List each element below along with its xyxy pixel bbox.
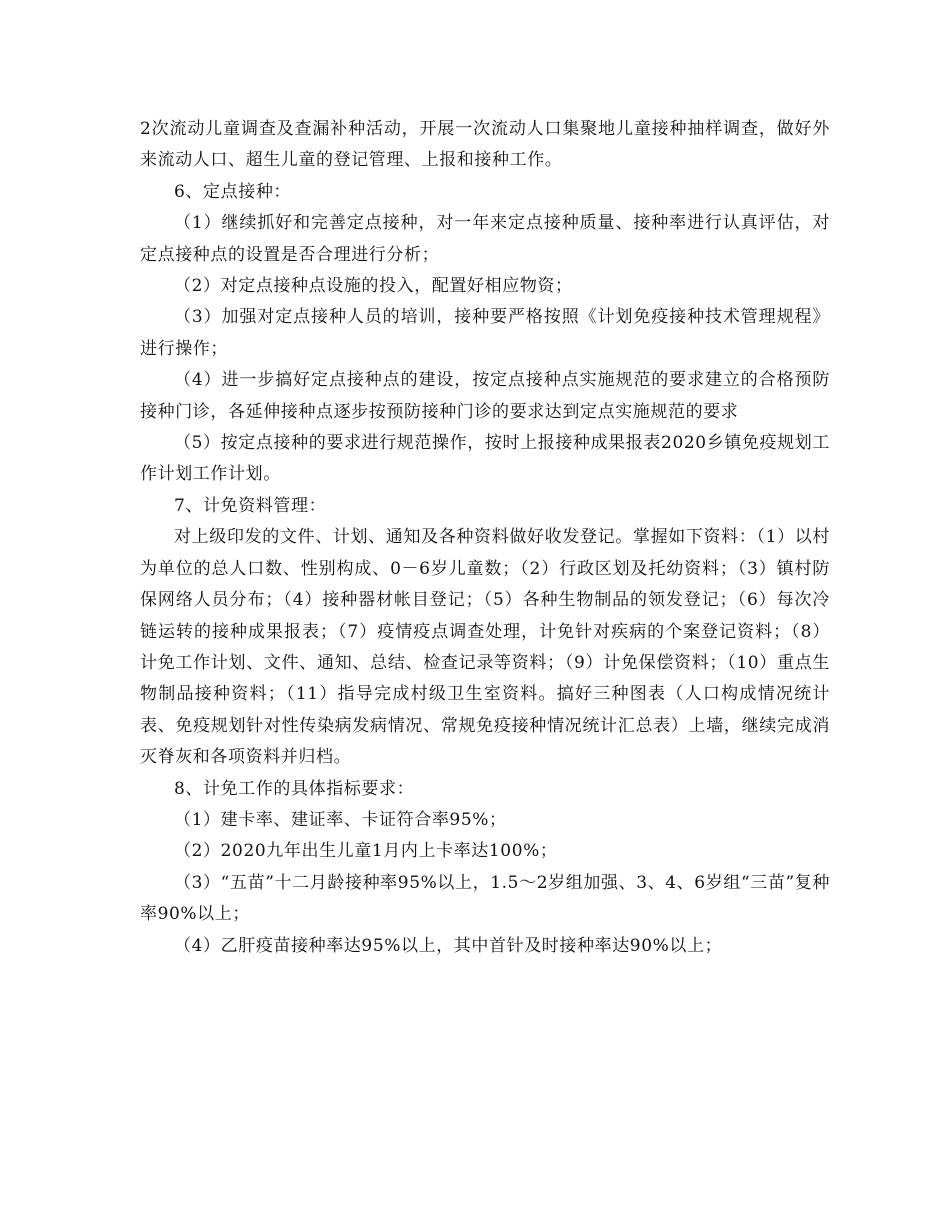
paragraph-migrant-children-survey: 2次流动儿童调查及查漏补种活动，开展一次流动人口集聚地儿童接种抽样调查，做好外来流动人口、超生儿童的登记管理、上报和接种工作。 <box>140 119 830 171</box>
paragraph-fixed-point-item-4: （4）进一步搞好定点接种点的建设，按定点接种点实施规范的要求建立的合格预防接种门诊，各延伸接种点逐步按预防接种门诊的要求达到定点实施规范的要求 <box>140 370 830 422</box>
paragraph-fixed-point-item-3: （3）加强对定点接种人员的培训，接种要严格按照《计划免疫接种技术管理规程》进行操作； <box>140 307 830 359</box>
paragraph-fixed-point-item-1: （1）继续抓好和完善定点接种，对一年来定点接种质量、接种率进行认真评估，对定点接种点的设置是否合理进行分析； <box>140 213 830 265</box>
heading-records-management: 7、计免资料管理： <box>174 495 327 516</box>
paragraph-indicator-item-4: （4）乙肝疫苗接种率达95%以上，其中首针及时接种率达90%以上； <box>174 935 723 956</box>
paragraph-records-management-body: 对上级印发的文件、计划、通知及各种资料做好收发登记。掌握如下资料：（1）以村为单位的总人口数、性别构成、0－6岁儿童数；（2）行政区划及托幼资料；（3）镇村防保网络人员分布；（4）接种器材帐目登记；（5）各种生物制品的领发登记；（6）每次冷链运转的接种成果报表；（7）疫情疫点调查处理，计免针对疾病的个案登记资料；（8）计免工作计划、文件、通知、总结、检查记录等资料；（9）计免保偿资料；（10）重点生物制品接种资料；（11）指导完成村级卫生室资料。搞好三种图表（人口构成情况统计表、免疫规划针对性传染病发病情况、常规免疫接种情况统计汇总表）上墙，继续完成消灭脊灰和各项资料并归档。 <box>140 527 830 768</box>
document-body <box>140 114 830 962</box>
paragraph-indicator-item-2: （2）2020九年出生儿童1月内上卡率达100%； <box>174 841 558 862</box>
heading-specific-indicators: 8、计免工作的具体指标要求： <box>174 778 415 799</box>
heading-fixed-point-vaccination: 6、定点接种： <box>174 181 292 202</box>
paragraph-indicator-item-1: （1）建卡率、建证率、卡证符合率95%； <box>174 809 507 830</box>
paragraph-fixed-point-item-2: （2）对定点接种点设施的投入，配置好相应物资； <box>174 276 573 297</box>
paragraph-indicator-item-3: （3）“五苗”十二月龄接种率95%以上，1.5～2岁组加强、3、4、6岁组“三苗”复种率90%以上； <box>140 872 830 925</box>
paragraph-fixed-point-item-5: （5）按定点接种的要求进行规范操作，按时上报接种成果报表2020乡镇免疫规划工作计划工作计划。 <box>140 433 830 485</box>
